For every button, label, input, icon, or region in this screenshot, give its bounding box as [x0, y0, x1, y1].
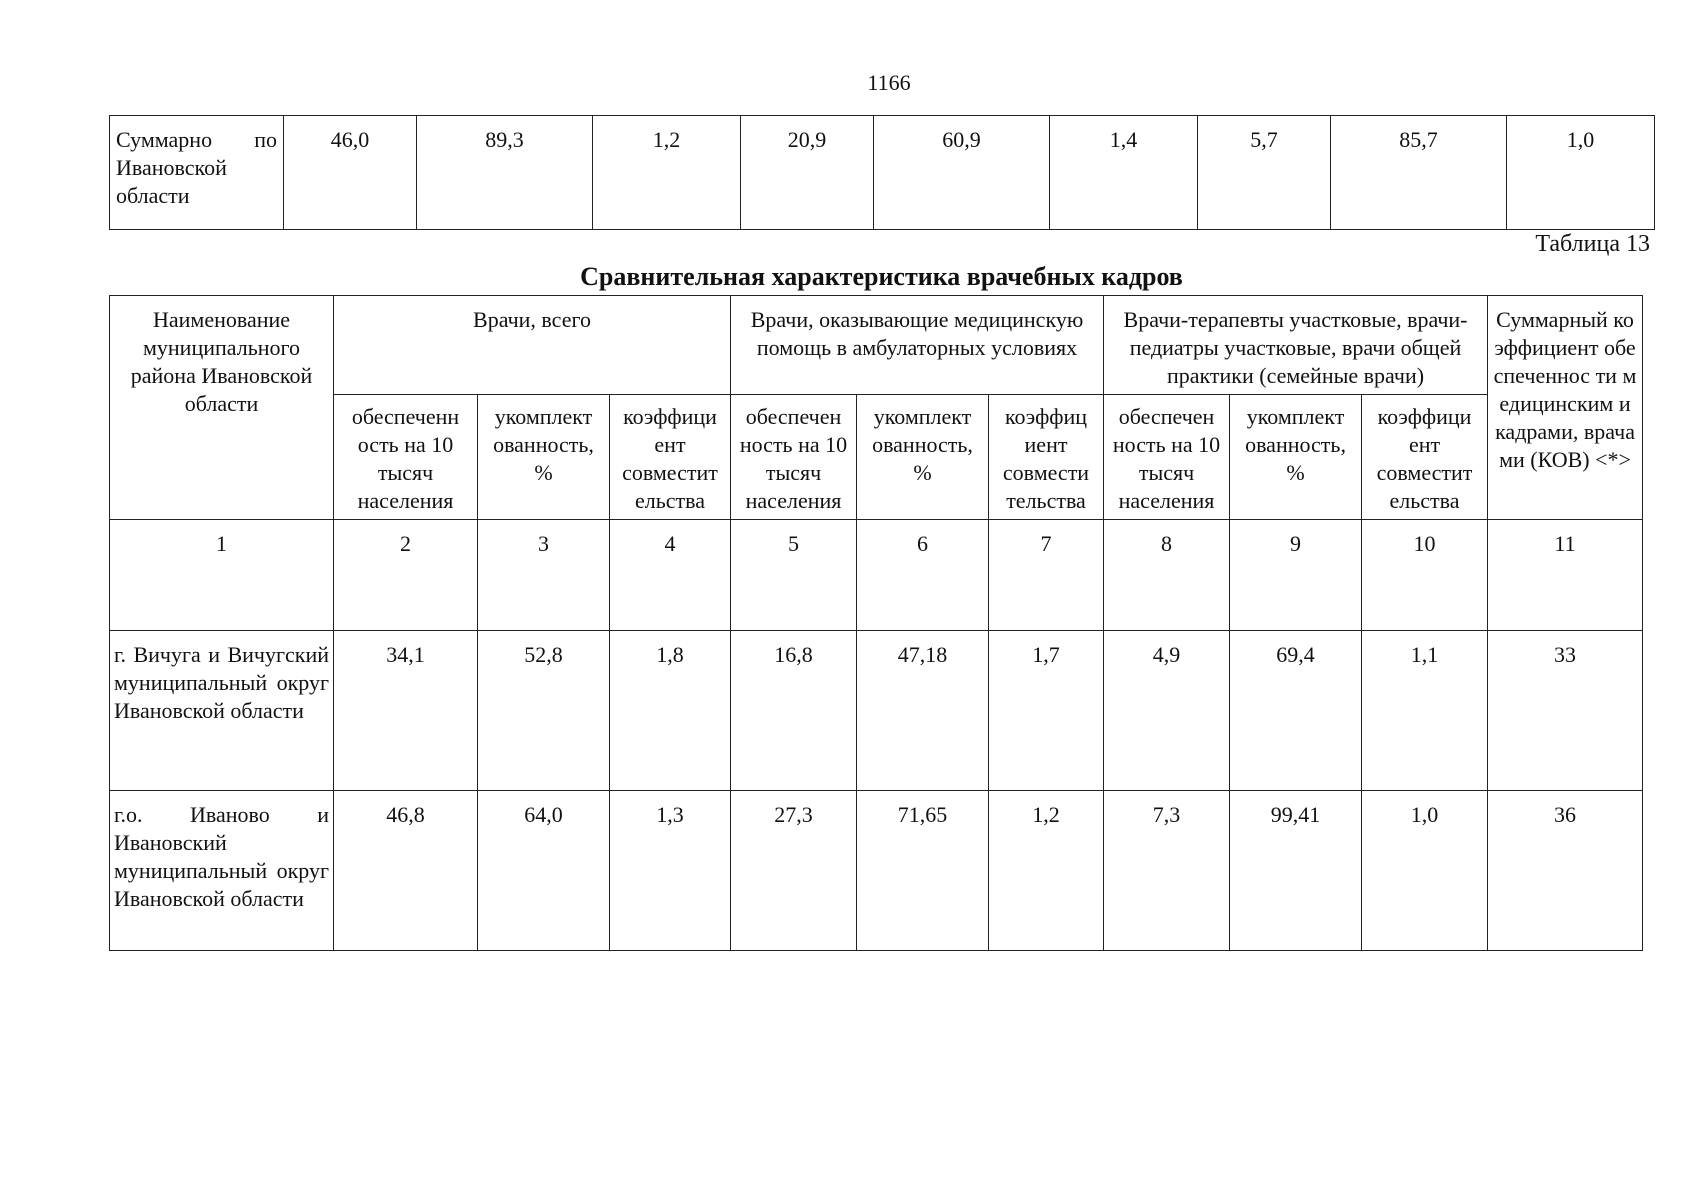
table-cell: 64,0 — [478, 791, 610, 951]
table-cell: 1,8 — [610, 631, 731, 791]
header-subcolumn: укомплект ованность, % — [1230, 395, 1362, 520]
header-group-all-doctors: Врачи, всего — [334, 296, 731, 395]
column-number: 3 — [478, 520, 610, 631]
header-subcolumn: укомплект ованность, % — [857, 395, 989, 520]
column-number: 1 — [110, 520, 334, 631]
header-subcolumn: коэффици ент совместит ельства — [610, 395, 731, 520]
table-label: Таблица 13 — [1535, 231, 1650, 257]
header-summary-coefficient: Суммарный коэффициент обеспеченнос ти медицинским и кадрами, врачами (КОВ) <*> — [1488, 296, 1643, 520]
table-cell: 52,8 — [478, 631, 610, 791]
header-subcolumn: укомплект ованность, % — [478, 395, 610, 520]
table-cell: 1,3 — [610, 791, 731, 951]
table-cell: 7,3 — [1104, 791, 1230, 951]
row-name: г. Вичуга и Вичугский муниципальный округ Ивановской области — [110, 631, 334, 791]
table-title: Сравнительная характеристика врачебных кадров — [580, 262, 1183, 291]
row-name: г.о. Иваново и Ивановский муниципальный округ Ивановской области — [110, 791, 334, 951]
summary-cell: 1,0 — [1507, 116, 1655, 230]
table-cell: 1,2 — [989, 791, 1104, 951]
header-subcolumn: обеспечен ность на 10 тысяч населения — [1104, 395, 1230, 520]
previous-table-fragment — [109, 115, 1655, 230]
summary-cell: 1,2 — [593, 116, 741, 230]
table-cell: 36 — [1488, 791, 1643, 951]
summary-cell: 20,9 — [741, 116, 874, 230]
table-cell: 47,18 — [857, 631, 989, 791]
table-cell: 1,1 — [1362, 631, 1488, 791]
table-cell: 46,8 — [334, 791, 478, 951]
table-cell: 4,9 — [1104, 631, 1230, 791]
summary-cell: 46,0 — [284, 116, 417, 230]
table-cell: 71,65 — [857, 791, 989, 951]
column-number: 10 — [1362, 520, 1488, 631]
column-number: 5 — [731, 520, 857, 631]
table-cell: 69,4 — [1230, 631, 1362, 791]
header-subcolumn: коэффици ент совместит ельства — [1362, 395, 1488, 520]
table-cell: 34,1 — [334, 631, 478, 791]
header-row-subcolumns — [110, 395, 1643, 520]
page-number: 1166 — [867, 70, 911, 95]
summary-cell: 89,3 — [417, 116, 593, 230]
column-number: 7 — [989, 520, 1104, 631]
physician-staff-table — [109, 295, 1643, 951]
column-number: 9 — [1230, 520, 1362, 631]
header-row-groups — [110, 296, 1643, 395]
table-cell: 1,7 — [989, 631, 1104, 791]
table-cell: 99,41 — [1230, 791, 1362, 951]
table-cell: 16,8 — [731, 631, 857, 791]
table-row — [110, 791, 1643, 951]
column-number: 4 — [610, 520, 731, 631]
header-subcolumn: коэффиц иент совмести тельства — [989, 395, 1104, 520]
column-number: 6 — [857, 520, 989, 631]
summary-row-name: Суммарно по Ивановской области — [110, 116, 284, 230]
table-cell: 27,3 — [731, 791, 857, 951]
column-number-row — [110, 520, 1643, 631]
summary-cell: 85,7 — [1331, 116, 1507, 230]
header-name-column: Наименование муниципального района Ивановской области — [110, 296, 334, 520]
summary-cell: 60,9 — [874, 116, 1050, 230]
column-number: 8 — [1104, 520, 1230, 631]
header-group-district-therapists: Врачи-терапевты участковые, врачи-педиатры участковые, врачи общей практики (семейные врачи) — [1104, 296, 1488, 395]
header-group-outpatient: Врачи, оказывающие медицинскую помощь в амбулаторных условиях — [731, 296, 1104, 395]
summary-cell: 5,7 — [1198, 116, 1331, 230]
summary-cell: 1,4 — [1050, 116, 1198, 230]
table-cell: 1,0 — [1362, 791, 1488, 951]
table-row — [110, 631, 1643, 791]
column-number: 11 — [1488, 520, 1643, 631]
table-cell: 33 — [1488, 631, 1643, 791]
header-subcolumn: обеспечен ность на 10 тысяч населения — [731, 395, 857, 520]
header-subcolumn: обеспеченн ость на 10 тысяч населения — [334, 395, 478, 520]
column-number: 2 — [334, 520, 478, 631]
summary-row — [110, 116, 1655, 230]
